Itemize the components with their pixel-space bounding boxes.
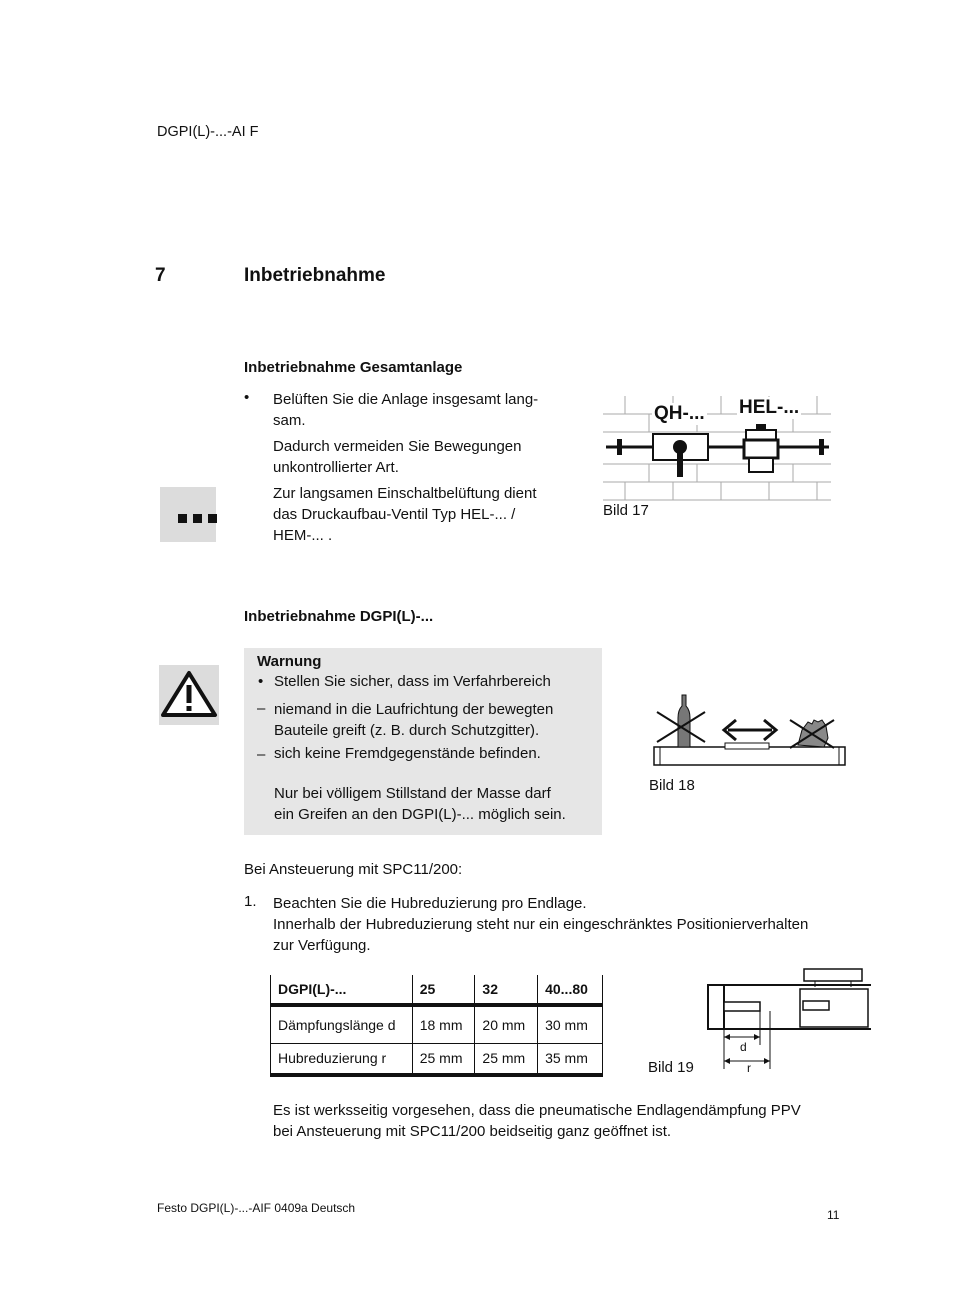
valve-label-hel: HEL-... bbox=[739, 397, 800, 418]
bullet-marker: • bbox=[244, 389, 250, 406]
text-line: das Druckaufbau-Ventil Typ HEL-... / bbox=[273, 506, 516, 523]
dash-marker: – bbox=[257, 700, 266, 717]
table-cell: 18 mm bbox=[412, 1005, 475, 1043]
warning-line bbox=[274, 699, 553, 741]
section1-text bbox=[273, 389, 583, 546]
dimension-label-d: d bbox=[740, 1040, 747, 1054]
figure-caption-19: Bild 19 bbox=[648, 1059, 694, 1076]
table-cell: Hubreduzierung r bbox=[271, 1043, 413, 1075]
text-line: unkontrollierter Art. bbox=[273, 459, 399, 476]
dash-marker: – bbox=[257, 746, 266, 763]
text-line: bei Ansteuerung mit SPC11/200 beidseitig ganz geöffnet ist. bbox=[273, 1123, 672, 1140]
text-line: Zur langsamen Einschaltbelüftung dient bbox=[273, 485, 537, 502]
table-cell: 25 mm bbox=[412, 1043, 475, 1075]
movement-hazard-figure bbox=[650, 690, 850, 770]
warning-line: Stellen Sie sicher, dass im Verfahrbereich bbox=[274, 673, 551, 690]
warning-title: Warnung bbox=[257, 653, 322, 670]
info-icon bbox=[160, 487, 216, 542]
text-line: Belüften Sie die Anlage insgesamt lang- bbox=[273, 391, 539, 408]
chapter-number: 7 bbox=[155, 265, 166, 286]
page-number: 11 bbox=[827, 1208, 840, 1222]
table-row bbox=[271, 1005, 603, 1043]
text-line: Beachten Sie die Hubreduzierung pro Endlage. bbox=[273, 895, 587, 912]
table-cell: 25 mm bbox=[475, 1043, 538, 1075]
text-line: Innerhalb der Hubreduzierung steht nur ein eingeschränktes Positionierverhalten bbox=[273, 916, 809, 933]
text-line: Dadurch vermeiden Sie Bewegungen bbox=[273, 438, 522, 455]
table-cell: 20 mm bbox=[475, 1005, 538, 1043]
valve-label-qh: QH-... bbox=[654, 403, 705, 424]
text-line: zur Verfügung. bbox=[273, 937, 371, 954]
text-line: ein Greifen an den DGPI(L)-... möglich sein. bbox=[274, 806, 566, 823]
table-cell: 30 mm bbox=[538, 1005, 603, 1043]
section-heading-dgpi: Inbetriebnahme DGPI(L)-... bbox=[244, 608, 434, 625]
table-header-row bbox=[271, 975, 603, 1005]
table-cell: Dämpfungslänge d bbox=[271, 1005, 413, 1043]
text-line: Bauteile greift (z. B. durch Schutzgitter). bbox=[274, 722, 540, 739]
step-number: 1. bbox=[244, 893, 257, 910]
table-header-cell: 40...80 bbox=[538, 975, 603, 1005]
table-header-cell: 32 bbox=[475, 975, 538, 1005]
warning-line: sich keine Fremdgegenstände befinden. bbox=[274, 745, 541, 762]
warning-icon bbox=[159, 665, 219, 725]
table-row bbox=[271, 1043, 603, 1075]
cylinder-dimension-figure bbox=[705, 965, 875, 1077]
footer-text: Festo DGPI(L)-...-AIF 0409a Deutsch bbox=[157, 1201, 356, 1215]
table-header-cell: 25 bbox=[412, 975, 475, 1005]
table-header-cell: DGPI(L)-... bbox=[271, 975, 413, 1005]
bullet-marker: • bbox=[258, 673, 264, 690]
dimension-label-r: r bbox=[747, 1061, 751, 1075]
document-id: DGPI(L)-...-AI F bbox=[157, 124, 259, 140]
warning-note bbox=[274, 783, 566, 825]
control-intro: Bei Ansteuerung mit SPC11/200: bbox=[244, 861, 463, 878]
table-cell: 35 mm bbox=[538, 1043, 603, 1075]
text-line: Nur bei völligem Stillstand der Masse darf bbox=[274, 785, 551, 802]
figure-caption-18: Bild 18 bbox=[649, 777, 695, 794]
chapter-title: Inbetriebnahme bbox=[244, 265, 386, 286]
closing-paragraph bbox=[273, 1100, 873, 1142]
step-text bbox=[273, 893, 883, 956]
text-line: sam. bbox=[273, 412, 306, 429]
text-line: Es ist werksseitig vorgesehen, dass die pneumatische Endlagendämpfung PPV bbox=[273, 1102, 801, 1119]
figure-caption-17: Bild 17 bbox=[603, 502, 649, 519]
text-line: niemand in die Laufrichtung der bewegten bbox=[274, 701, 554, 718]
warning-panel bbox=[244, 648, 602, 835]
text-line: HEM-... . bbox=[273, 527, 333, 544]
damping-table bbox=[270, 975, 603, 1077]
section-heading-gesamtanlage: Inbetriebnahme Gesamtanlage bbox=[244, 359, 463, 376]
